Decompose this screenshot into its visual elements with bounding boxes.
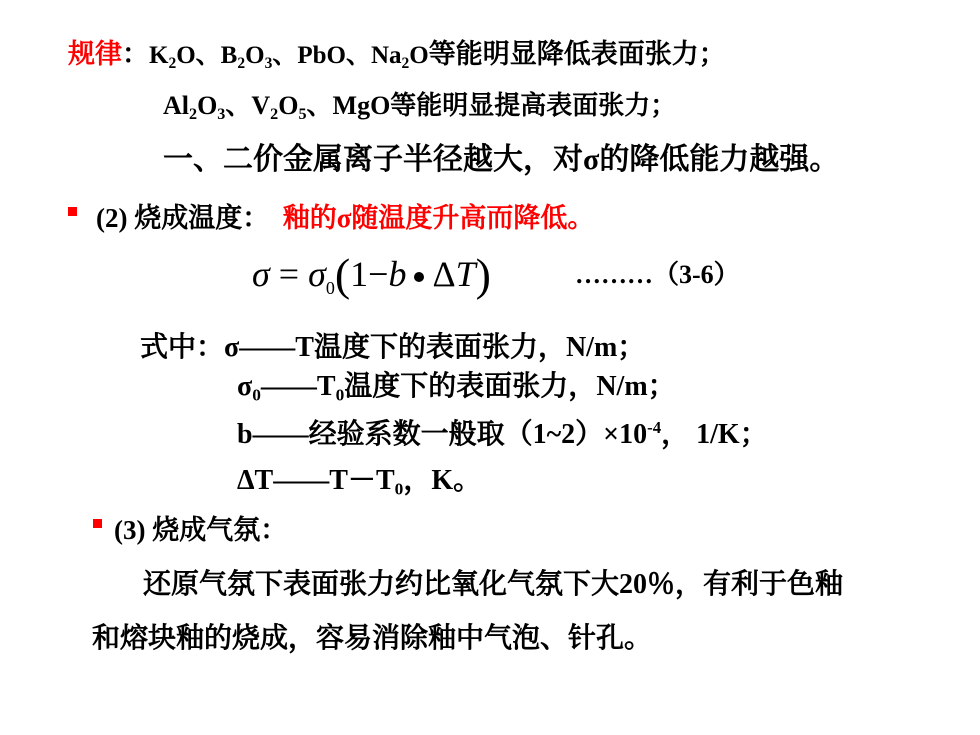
where-row-4: $\Delta T——T-T_0$，K。 — [237, 465, 482, 499]
bullet-operator-icon — [414, 272, 424, 282]
section3-paragraph-line-2: 和熔块釉的烧成，容易消除釉中气泡、针孔。 — [92, 623, 653, 654]
where-row-2: $\sigma_0——T_0$温度下的表面张力，N/m； — [237, 371, 676, 405]
section3-heading: (3) 烧成气氛： — [114, 515, 288, 545]
bullet-square-icon — [93, 519, 102, 528]
section3-paragraph-line-1: 还原气氛下表面张力约比氧化气氛下大20％，有利于色釉 — [143, 569, 844, 600]
where-row-3: b——经验系数一般取$(1\sim 2)\times 10^{-4}$， 1/K； — [237, 417, 768, 450]
section2-highlight: 釉的σ随温度升高而降低。 — [282, 203, 595, 233]
where-row-1: 式中：σ——T温度下的表面张力，N/m； — [140, 332, 646, 363]
equation-number: ………（3-6） — [575, 260, 740, 289]
formula-3-6: $\sigma = \sigma_0(1-b$ ΔT) — [252, 249, 491, 300]
bullet-square-icon — [68, 207, 77, 216]
section2-heading: (2) 烧成温度： 釉的σ随温度升高而降低。 — [96, 203, 595, 233]
rule-line-3: 一、二价金属离子半径越大，对σ的降低能力越强。 — [163, 143, 840, 176]
rule-line-2: $Al_2O_3$、$V_2O_5$、MgO等能明显提高表面张力； — [163, 91, 677, 124]
rule-label: 规律 — [68, 39, 122, 69]
rule-line-1: 规律：$K_2O$、$B_2O_3$、PbO、$Na_2O$等能明显降低表面张力； — [68, 39, 726, 72]
